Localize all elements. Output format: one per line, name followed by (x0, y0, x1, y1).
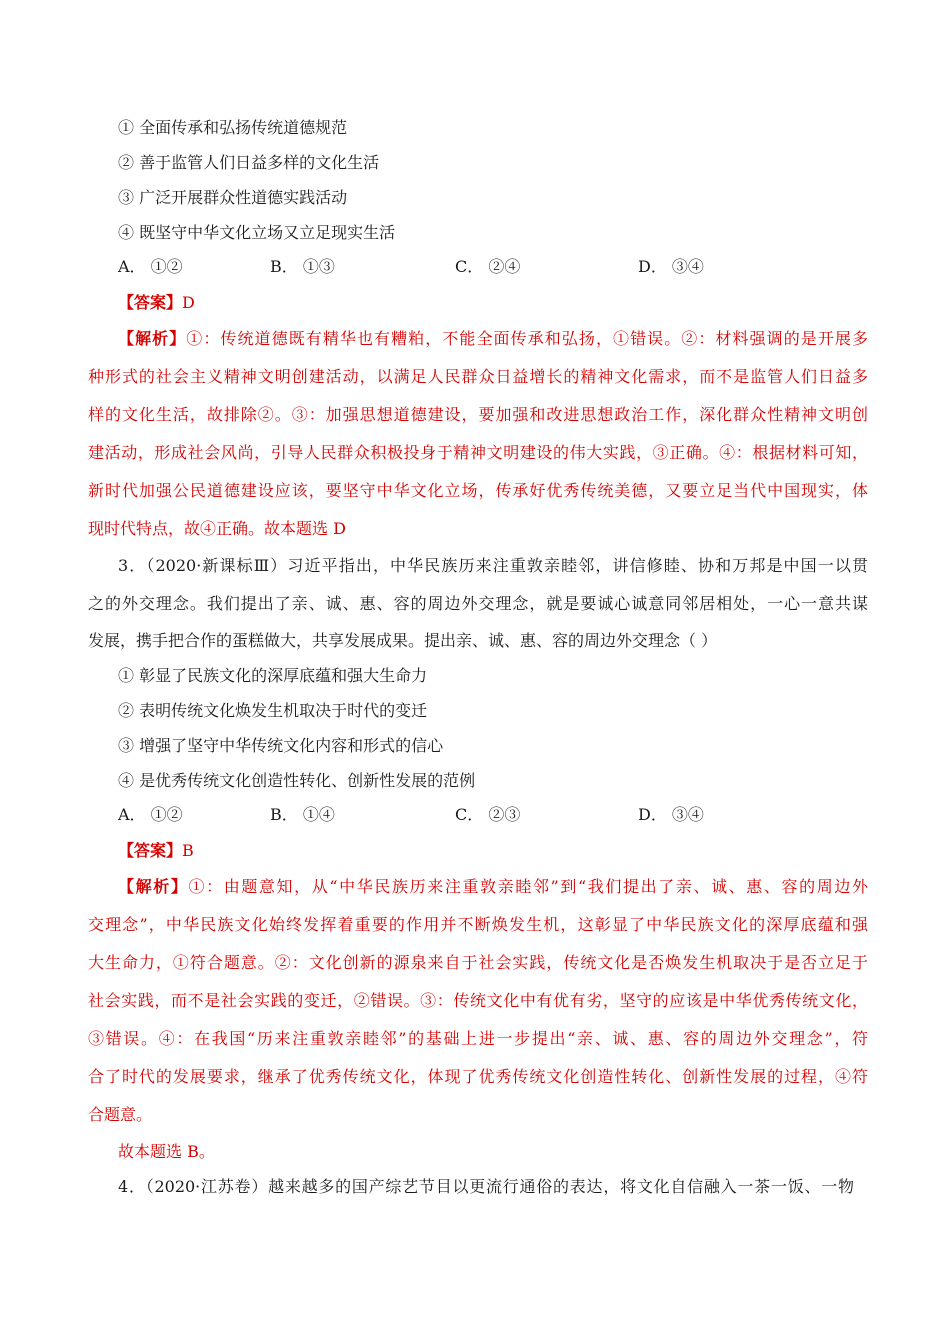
q3-statement-4: ④ 是优秀传统文化创造性转化、创新性发展的范例 (118, 771, 476, 790)
q3-stem-line-3: 发展，携手把合作的蛋糕做大，共享发展成果。提出亲、诚、惠、容的周边外交理念（ ） (88, 631, 718, 650)
q3-analysis-tag: 【解析】 (118, 877, 189, 896)
q3-conclusion: 故本题选 B。 (118, 1142, 215, 1161)
q3-stem-line-1: 3．（2020·新课标Ⅲ）习近平指出，中华民族历来注重敦亲睦邻，讲信修睦、协和万邦是中国一以贯 (118, 556, 868, 575)
q2-option-a: A． ①② (118, 257, 183, 276)
q2-analysis-line-5: 新时代加强公民道德建设应该，要坚守中华文化立场，传承好优秀传统美德，又要立足当代中国现实，体 (88, 481, 868, 500)
q3-statement-3: ③ 增强了坚守中华传统文化内容和形式的信心 (118, 736, 444, 755)
q2-option-d: D． ③④ (638, 257, 704, 276)
q3-analysis-line-2: 交理念”，中华民族文化始终发挥着重要的作用并不断焕发生机，这彰显了中华民族文化的深厚底蕴和强 (88, 915, 868, 934)
q2-analysis-line-1 (118, 328, 868, 350)
q2-option-b: B． ①③ (270, 257, 335, 276)
q3-option-a: A． ①② (118, 805, 183, 824)
q2-answer-tag: 【答案】 (118, 293, 183, 312)
q3-analysis-line-5: ③错误。④：在我国“历来注重敦亲睦邻”的基础上进一步提出“亲、诚、惠、容的周边外交理念”，符 (88, 1029, 868, 1048)
q4-stem-line-1: 4．（2020·江苏卷）越来越多的国产综艺节目以更流行通俗的表达，将文化自信融入一茶一饭、一物 (118, 1177, 854, 1196)
q3-statement-1: ① 彰显了民族文化的深厚底蕴和强大生命力 (118, 666, 428, 685)
q2-analysis-text-1: ①：传统道德既有精华也有糟粕，不能全面传承和弘扬，①错误。②：材料强调的是开展多 (186, 329, 868, 348)
q3-analysis-line-4: 社会实践，而不是社会实践的变迁，②错误。③：传统文化中有优有劣，坚守的应该是中华优秀传统文化， (88, 991, 868, 1010)
q2-analysis-line-6: 现时代特点，故④正确。故本题选 D (88, 519, 346, 538)
q3-analysis-line-6: 合了时代的发展要求，继承了优秀传统文化，体现了优秀传统文化创造性转化、创新性发展的过程，④符 (88, 1067, 868, 1086)
q3-statement-2: ② 表明传统文化焕发生机取决于时代的变迁 (118, 701, 428, 720)
q2-statement-4: ④ 既坚守中华文化立场又立足现实生活 (118, 223, 396, 242)
q3-stem-line-2: 之的外交理念。我们提出了亲、诚、惠、容的周边外交理念，就是要诚心诚意同邻居相处，一心一意共谋 (88, 594, 868, 613)
q2-statement-2: ② 善于监管人们日益多样的文化生活 (118, 153, 380, 172)
q3-answer-tag: 【答案】 (118, 841, 183, 860)
q3-option-b: B． ①④ (270, 805, 335, 824)
q3-analysis-line-1 (118, 876, 868, 898)
q2-analysis-line-3: 样的文化生活，故排除②。③：加强思想道德建设，要加强和改进思想政治工作，深化群众性精神文明创 (88, 405, 868, 424)
q2-answer (118, 292, 195, 314)
q2-analysis-tag: 【解析】 (118, 329, 187, 348)
q2-statement-1: ① 全面传承和弘扬传统道德规范 (118, 118, 348, 137)
q3-analysis-line-7: 合题意。 (88, 1105, 153, 1124)
q2-statement-3: ③ 广泛开展群众性道德实践活动 (118, 188, 348, 207)
q2-analysis-line-4: 建活动，形成社会风尚，引导人民群众积极投身于精神文明建设的伟大实践，③正确。④：根据材料可知， (88, 443, 868, 462)
q3-analysis-line-3: 大生命力，①符合题意。②：文化创新的源泉来自于社会实践，传统文化是否焕发生机取决于是否立足于 (88, 953, 868, 972)
q2-answer-value: D (182, 293, 195, 312)
q3-analysis-text-1: ①：由题意知，从“中华民族历来注重敦亲睦邻”到“我们提出了亲、诚、惠、容的周边外 (188, 877, 868, 896)
q3-answer-value: B (182, 841, 194, 860)
q3-option-c: C． ②③ (455, 805, 521, 824)
q2-analysis-line-2: 种形式的社会主义精神文明创建活动，以满足人民群众日益增长的精神文化需求，而不是监管人们日益多 (88, 367, 868, 386)
q3-answer (118, 840, 194, 862)
q3-option-d: D． ③④ (638, 805, 704, 824)
q2-option-c: C． ②④ (455, 257, 521, 276)
